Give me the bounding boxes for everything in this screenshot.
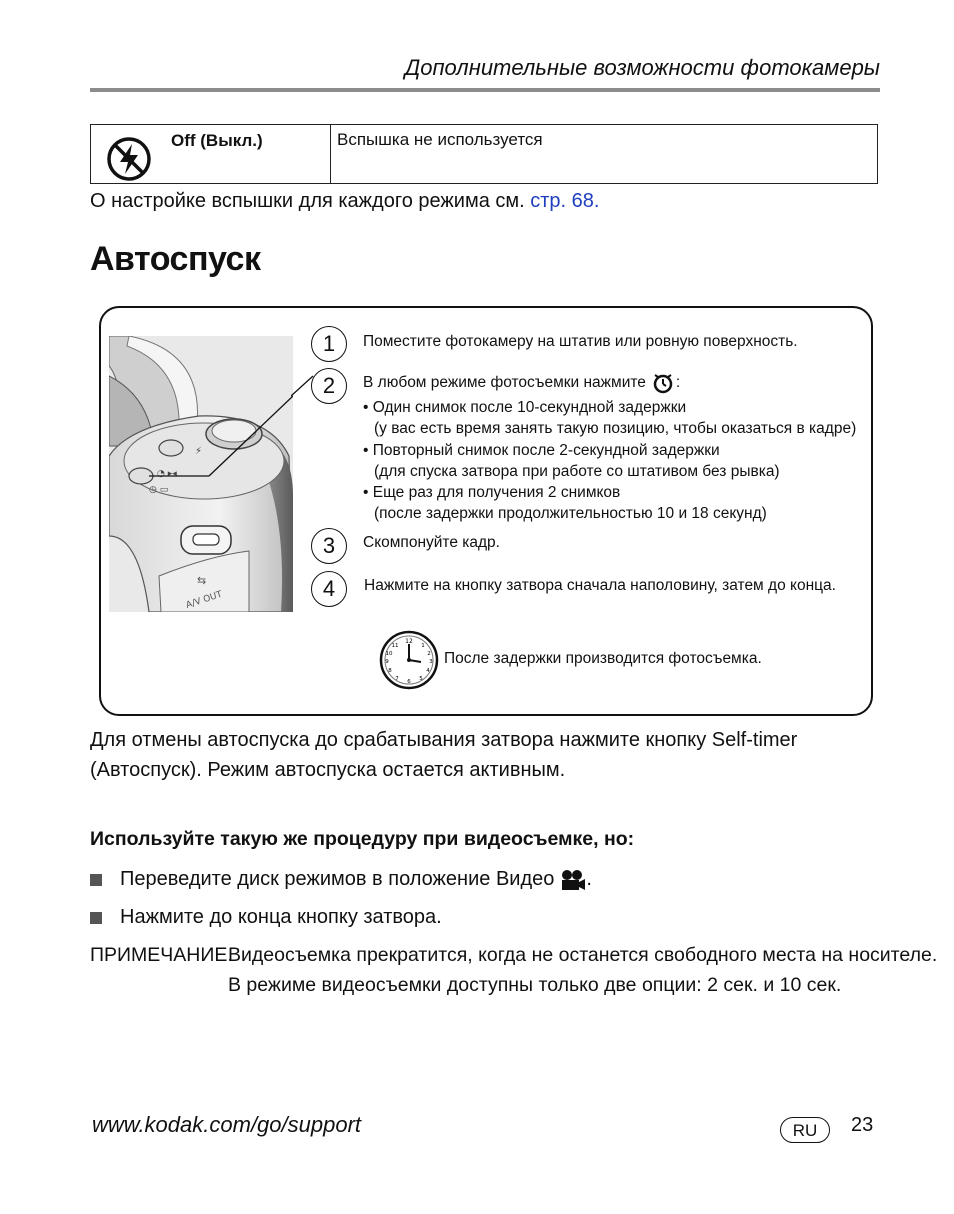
svg-text:12: 12 bbox=[405, 638, 413, 645]
step-number-1: 1 bbox=[311, 326, 347, 362]
flash-note-text: О настройке вспышки для каждого режима см. bbox=[90, 190, 531, 212]
note-text-line-1: Видеосъемка прекратится, когда не останется свободного места на носителе. bbox=[228, 944, 938, 966]
self-timer-icon bbox=[652, 372, 674, 394]
step-2-suffix: : bbox=[675, 374, 681, 391]
svg-text:◷ ▭: ◷ ▭ bbox=[149, 485, 169, 495]
flash-off-icon bbox=[105, 135, 153, 183]
svg-text:11: 11 bbox=[391, 643, 399, 649]
step-1-text: Поместите фотокамеру на штатив или ровную поверхность. bbox=[363, 333, 798, 350]
step-4-text: Нажмите на кнопку затвора сначала наполовину, затем до конца. bbox=[364, 577, 836, 594]
running-header: Дополнительные возможности фотокамеры bbox=[404, 55, 880, 80]
flash-mode-description: Вспышка не используется bbox=[337, 130, 543, 149]
cancel-instructions: Для отмены автоспуска до срабатывания затвора нажмите кнопку Self-timer (Автоспуск). Режим автоспуска остается активным. bbox=[90, 729, 798, 781]
list-item bbox=[90, 906, 442, 929]
camera-illustration bbox=[109, 336, 293, 612]
page-link[interactable]: стр. 68 bbox=[530, 190, 594, 212]
step-2-bullet: • Повторный снимок после 2-секундной задержки bbox=[363, 442, 720, 459]
flash-mode-cell bbox=[91, 125, 331, 183]
flash-note bbox=[90, 190, 599, 213]
flash-mode-label: Off (Выкл.) bbox=[171, 131, 263, 150]
svg-text:5: 5 bbox=[419, 676, 423, 682]
list-item-suffix: . bbox=[586, 868, 592, 890]
square-bullet-icon bbox=[90, 912, 102, 924]
list-item-text: Нажмите до конца кнопку затвора. bbox=[120, 906, 442, 928]
step-2-label: В любом режиме фотосъемки нажмите bbox=[363, 374, 646, 391]
square-bullet-icon bbox=[90, 874, 102, 886]
clock-icon bbox=[379, 630, 439, 690]
svg-text:3: 3 bbox=[429, 659, 433, 665]
header-rule bbox=[90, 88, 880, 92]
step-number-3: 3 bbox=[311, 528, 347, 564]
list-item-text: Переведите диск режимов в положение Видео bbox=[120, 868, 555, 890]
flash-mode-table bbox=[90, 124, 878, 184]
video-heading: Используйте такую же процедуру при видеосъемке, но: bbox=[90, 828, 635, 850]
step-2-bullet-note: (после задержки продолжительностью 10 и 18 секунд) bbox=[374, 505, 767, 522]
svg-text:9: 9 bbox=[385, 659, 389, 665]
svg-text:◔ ▸◂: ◔ ▸◂ bbox=[157, 469, 177, 479]
step-2-bullet-note: (для спуска затвора при работе со штативом без рывка) bbox=[374, 463, 780, 480]
note-text-line-2: В режиме видеосъемки доступны только две опции: 2 сек. и 10 сек. bbox=[228, 974, 842, 996]
language-badge: RU bbox=[780, 1117, 830, 1143]
svg-text:10: 10 bbox=[385, 651, 393, 657]
svg-text:⚡: ⚡ bbox=[195, 446, 203, 457]
section-title: Автоспуск bbox=[90, 240, 261, 278]
step-2-bullet: • Еще раз для получения 2 снимков bbox=[363, 484, 621, 501]
final-step-text: После задержки производится фотосъемка. bbox=[444, 650, 762, 667]
svg-text:6: 6 bbox=[407, 679, 411, 685]
av-out-label: A/V OUT bbox=[184, 589, 224, 611]
step-number-2: 2 bbox=[311, 368, 347, 404]
step-2-bullet: • Один снимок после 10-секундной задержки bbox=[363, 399, 687, 416]
step-2-text bbox=[363, 372, 680, 394]
svg-text:7: 7 bbox=[395, 676, 399, 682]
step-2-bullet-note: (у вас есть время занять такую позицию, чтобы оказаться в кадре) bbox=[374, 420, 857, 437]
video-camera-icon bbox=[560, 869, 586, 891]
footer-url[interactable]: www.kodak.com/go/support bbox=[92, 1112, 362, 1137]
svg-text:⇆: ⇆ bbox=[197, 574, 207, 587]
step-3-text: Скомпонуйте кадр. bbox=[363, 534, 500, 551]
page-number: 23 bbox=[851, 1114, 874, 1136]
svg-text:8: 8 bbox=[388, 668, 392, 674]
svg-text:4: 4 bbox=[426, 668, 430, 674]
step-number-4: 4 bbox=[311, 571, 347, 607]
list-item bbox=[90, 868, 592, 891]
flash-note-suffix: . bbox=[593, 190, 600, 212]
note-label: ПРИМЕЧАНИЕ. bbox=[90, 944, 233, 966]
self-timer-steps-panel bbox=[99, 306, 873, 716]
svg-text:2: 2 bbox=[427, 651, 431, 657]
svg-text:1: 1 bbox=[421, 643, 425, 649]
